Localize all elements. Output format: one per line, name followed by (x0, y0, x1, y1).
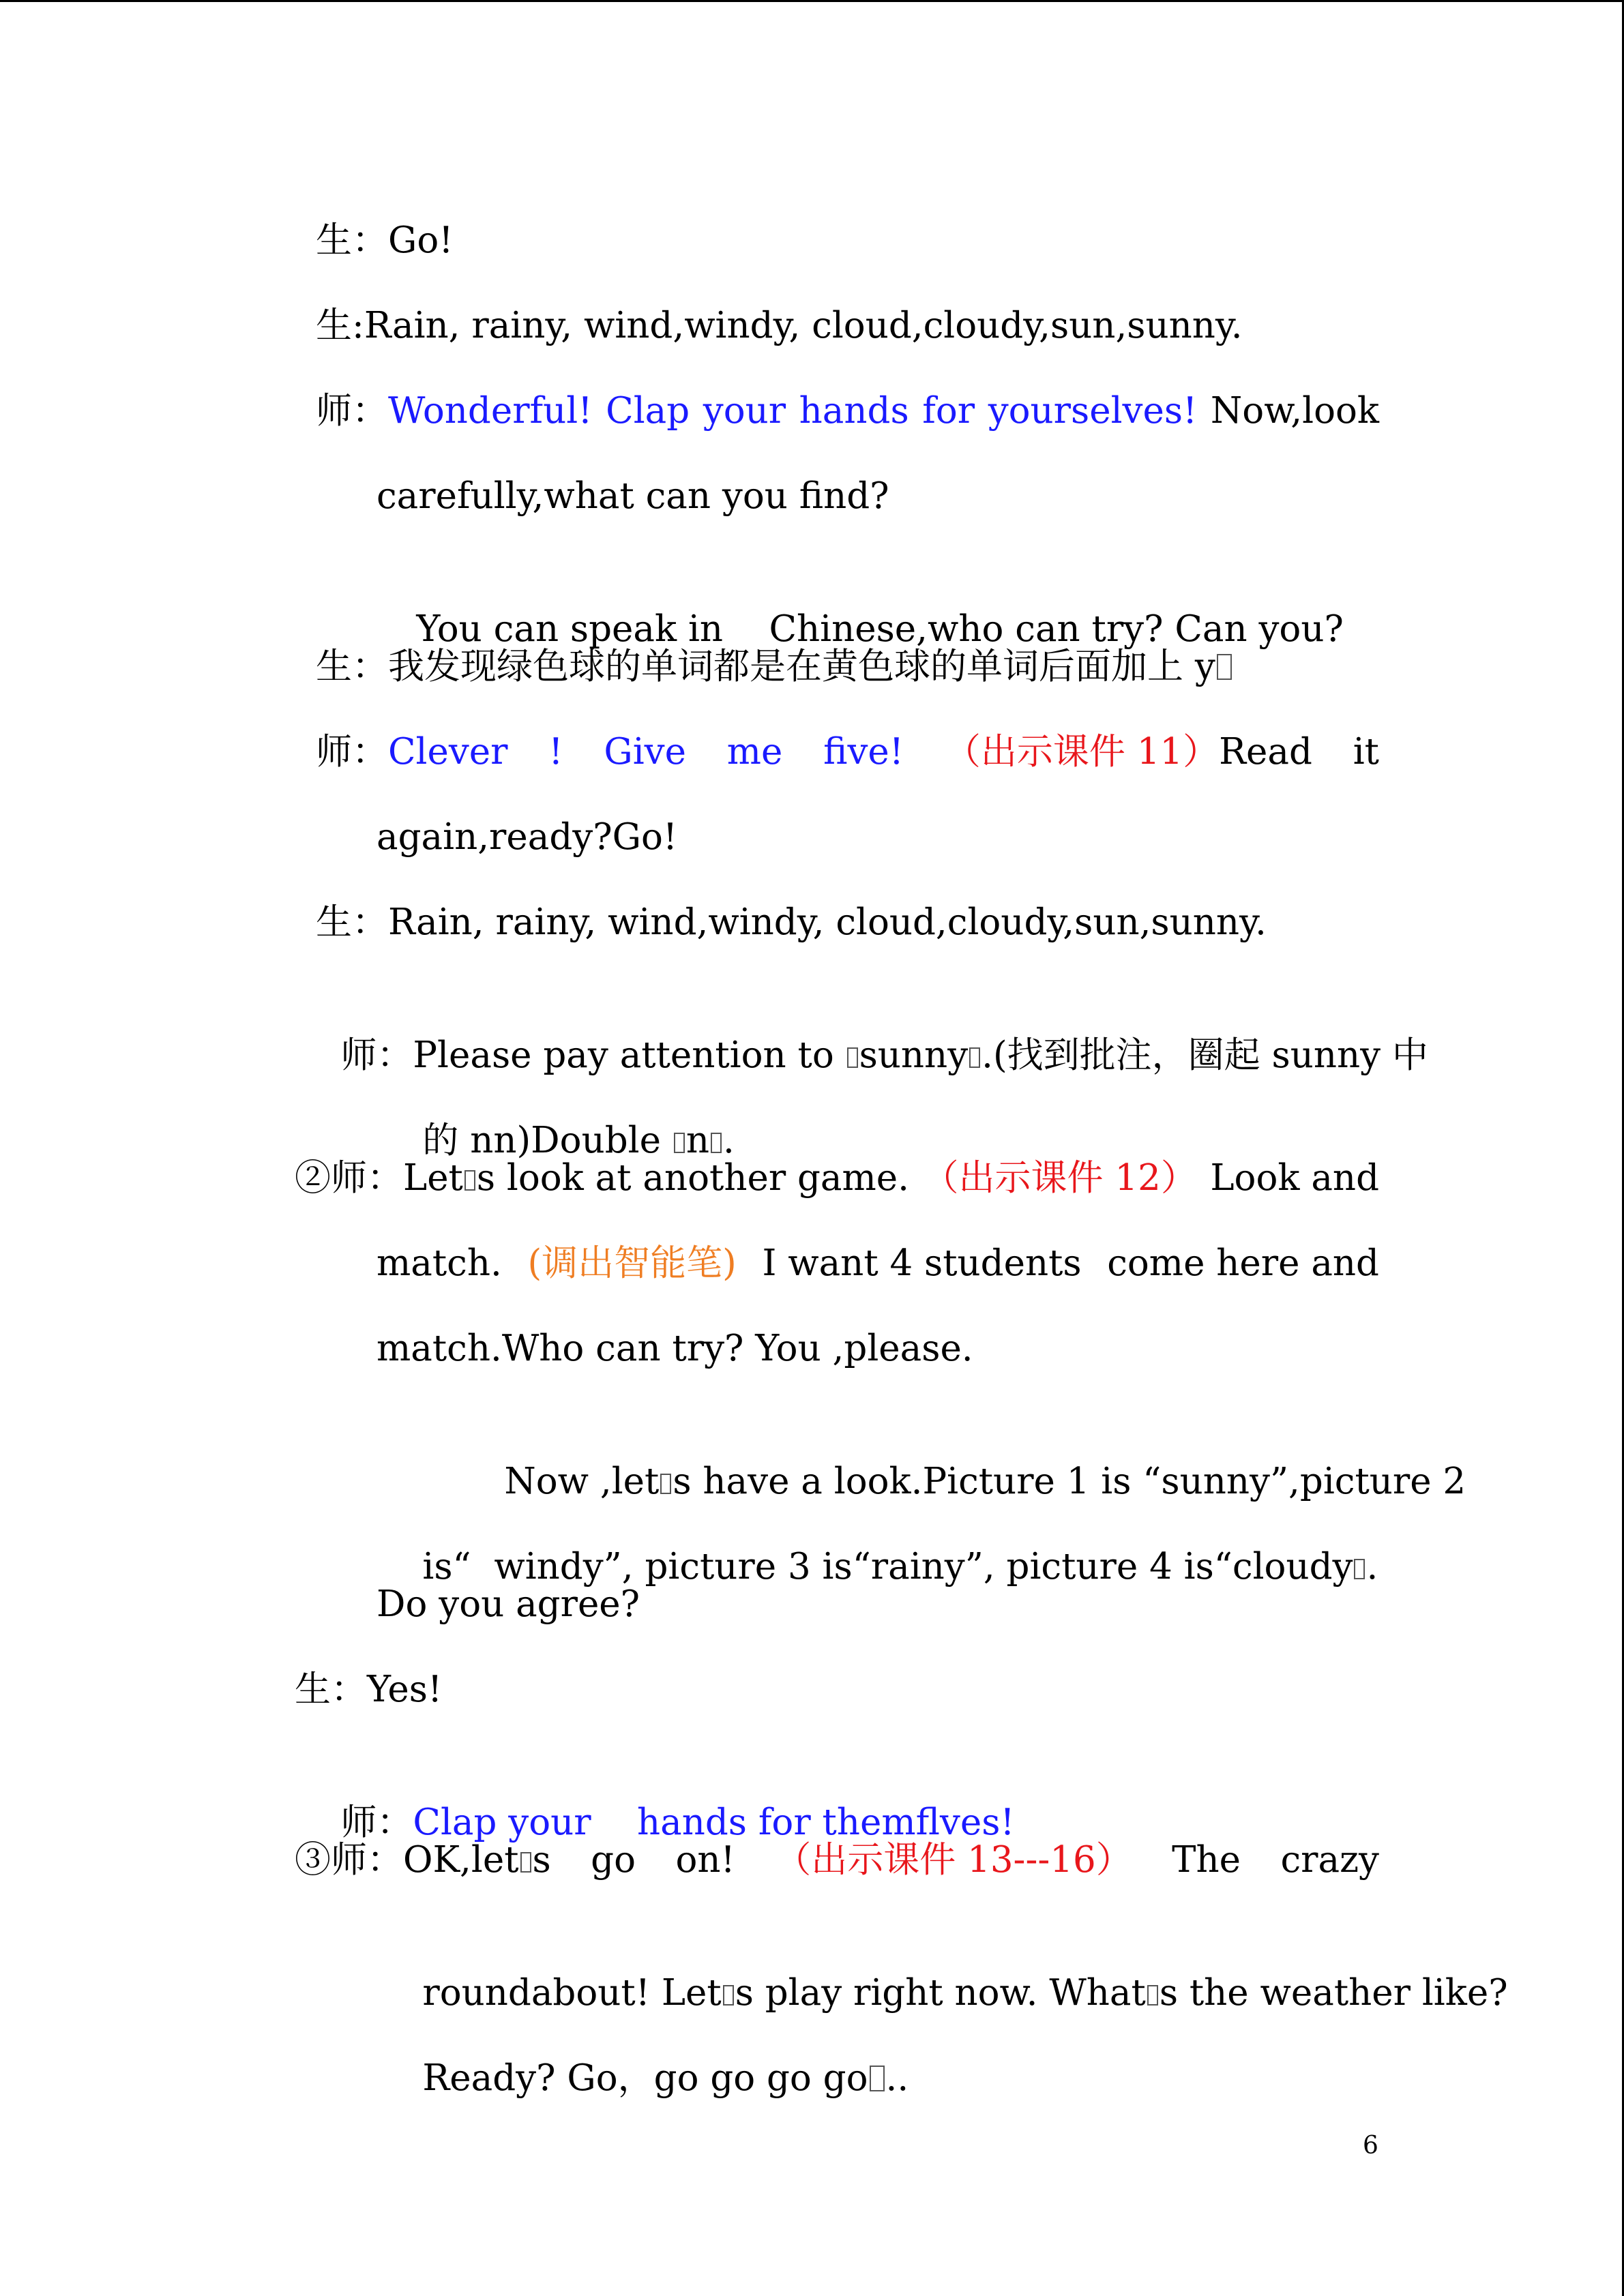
line-text: Please pay attention to (413, 1034, 846, 1076)
line-text: on! (675, 1839, 735, 1881)
dialogue-line-10 (295, 984, 1428, 1076)
dialogue-line-14 (377, 1325, 973, 1373)
line-text: again,ready?Go! (377, 816, 678, 858)
line-text: . (1366, 1546, 1378, 1587)
missing-glyph-box (674, 1133, 685, 1153)
line-text: come here and (1107, 1242, 1379, 1284)
line-text: The (1172, 1839, 1241, 1881)
speaker-label: 生： (316, 220, 388, 261)
dialogue-line-1 (316, 217, 454, 265)
dialogue-line-9 (316, 899, 1267, 946)
missing-glyph-box (520, 1852, 531, 1873)
line-text: roundabout! Let (422, 1972, 722, 2014)
dialogue-line-7 (316, 728, 1379, 776)
praise-word: Clever (388, 731, 508, 773)
speaker-label: 师： (340, 1802, 413, 1843)
praise-word: your (703, 390, 786, 432)
missing-glyph-box (1217, 654, 1232, 680)
missing-glyph-box (660, 1474, 671, 1494)
line-text: s look at another game. (476, 1157, 909, 1199)
dialogue-line-19 (295, 1751, 1015, 1843)
courseware-note: （出示课件 13---16） (775, 1839, 1132, 1881)
missing-glyph-box (1147, 1985, 1158, 2006)
courseware-note: （出示课件 12） (922, 1157, 1197, 1199)
line-text: .. (885, 2057, 909, 2099)
dialogue-line-4 (377, 473, 889, 520)
dialogue-line-22 (377, 2007, 909, 2099)
smart-pen-note: (调出智能笔) (527, 1242, 737, 1284)
line-text: go (591, 1839, 636, 1881)
missing-glyph-box (870, 2066, 885, 2091)
line-text: Now,look (1210, 390, 1379, 432)
missing-glyph-box (847, 1047, 858, 1068)
dialogue-line-17 (377, 1581, 640, 1628)
line-text: s (532, 1839, 551, 1881)
speaker-label: 生： (295, 1669, 367, 1710)
line-text: crazy (1280, 1839, 1379, 1881)
dialogue-line-13 (377, 1240, 1379, 1287)
line-text: is“ windy”, picture 3 is“rainy”, picture 4 is“cloudy (422, 1546, 1353, 1587)
missing-glyph-box (1354, 1559, 1365, 1579)
speaker-label: 生： (316, 646, 388, 687)
line-text: Look and (1210, 1157, 1379, 1199)
line-text: Read (1219, 731, 1312, 773)
line-text: s have a look.Picture 1 is “sunny”,picture 2 (673, 1461, 1466, 1502)
line-text: sunny (859, 1034, 969, 1076)
praise-word: Wonderful! (388, 390, 593, 432)
speaker-label: ③师： (295, 1839, 403, 1881)
dialogue-line-16 (377, 1495, 1379, 1587)
speaker-label: 师： (316, 390, 388, 432)
praise-word: Clap (606, 390, 690, 432)
missing-glyph-box (464, 1170, 475, 1191)
line-text: it (1353, 731, 1379, 773)
top-border-line (0, 0, 1624, 2)
line-text: Rain, rainy, wind,windy, cloud,cloudy,sun,sunny. (388, 901, 1267, 943)
dialogue-line-3 (316, 387, 1379, 435)
missing-glyph-box (969, 1047, 980, 1068)
praise-word: Give (604, 731, 686, 773)
dialogue-line-2 (316, 302, 1243, 350)
praise-word: five! (823, 731, 904, 773)
praise-word: for (922, 390, 975, 432)
praise-text: Clap your hands for themflves! (413, 1802, 1015, 1843)
missing-glyph-box (711, 1133, 722, 1153)
dialogue-line-21 (377, 1922, 1508, 2014)
dialogue-line-6 (316, 643, 1233, 691)
praise-word: yourselves! (988, 390, 1198, 432)
speaker-label: 师： (316, 731, 388, 773)
praise-word: hands (799, 390, 909, 432)
speaker-label: 师： (340, 1034, 413, 1076)
line-text: Go! (388, 220, 454, 261)
line-text: Ready? Go，go go go go (422, 2057, 868, 2099)
line-text: carefully,what can you find? (377, 475, 889, 517)
missing-glyph-box (723, 1985, 734, 2006)
courseware-note: （出示课件 11） (944, 731, 1220, 773)
line-text: 我发现绿色球的单词都是在黄色球的单词后面加上 y (388, 646, 1215, 687)
line-text: n (685, 1120, 709, 1161)
line-text: .(找到批注，圈起 sunny 中 (981, 1034, 1428, 1076)
praise-word: ! (548, 731, 563, 773)
line-text: s the weather like? (1159, 1972, 1508, 2014)
dialogue-line-20 (295, 1836, 1379, 1884)
dialogue-line-15 (458, 1410, 1466, 1502)
dialogue-line-8 (377, 814, 677, 861)
line-text: match.Who can try? You ,please. (377, 1328, 973, 1369)
dialogue-line-18 (295, 1666, 442, 1714)
dialogue-line-11 (377, 1069, 735, 1161)
line-text: OK,let (403, 1839, 519, 1881)
dialogue-line-5 (370, 558, 1344, 650)
speaker-label: 生： (316, 901, 388, 943)
line-text: . (722, 1120, 735, 1161)
line-text: You can speak in Chinese,who can try? Can you? (416, 608, 1344, 650)
line-text: Yes! (367, 1669, 443, 1710)
line-text: Now ,let (504, 1461, 660, 1502)
line-text: match. (377, 1242, 502, 1284)
speaker-label: ②师： (295, 1157, 403, 1199)
line-text: I want 4 students (762, 1242, 1082, 1284)
praise-word: me (726, 731, 783, 773)
line-text: 生:Rain, rainy, wind,windy, cloud,cloudy,sun,sunny. (316, 305, 1243, 346)
dialogue-line-12 (295, 1154, 1379, 1202)
line-text: 的 nn)Double (422, 1120, 673, 1161)
line-text: Let (403, 1157, 463, 1199)
line-text: Do you agree? (377, 1583, 640, 1625)
line-text: s play right now. What (735, 1972, 1146, 2014)
page-number: 6 (1363, 2132, 1378, 2160)
